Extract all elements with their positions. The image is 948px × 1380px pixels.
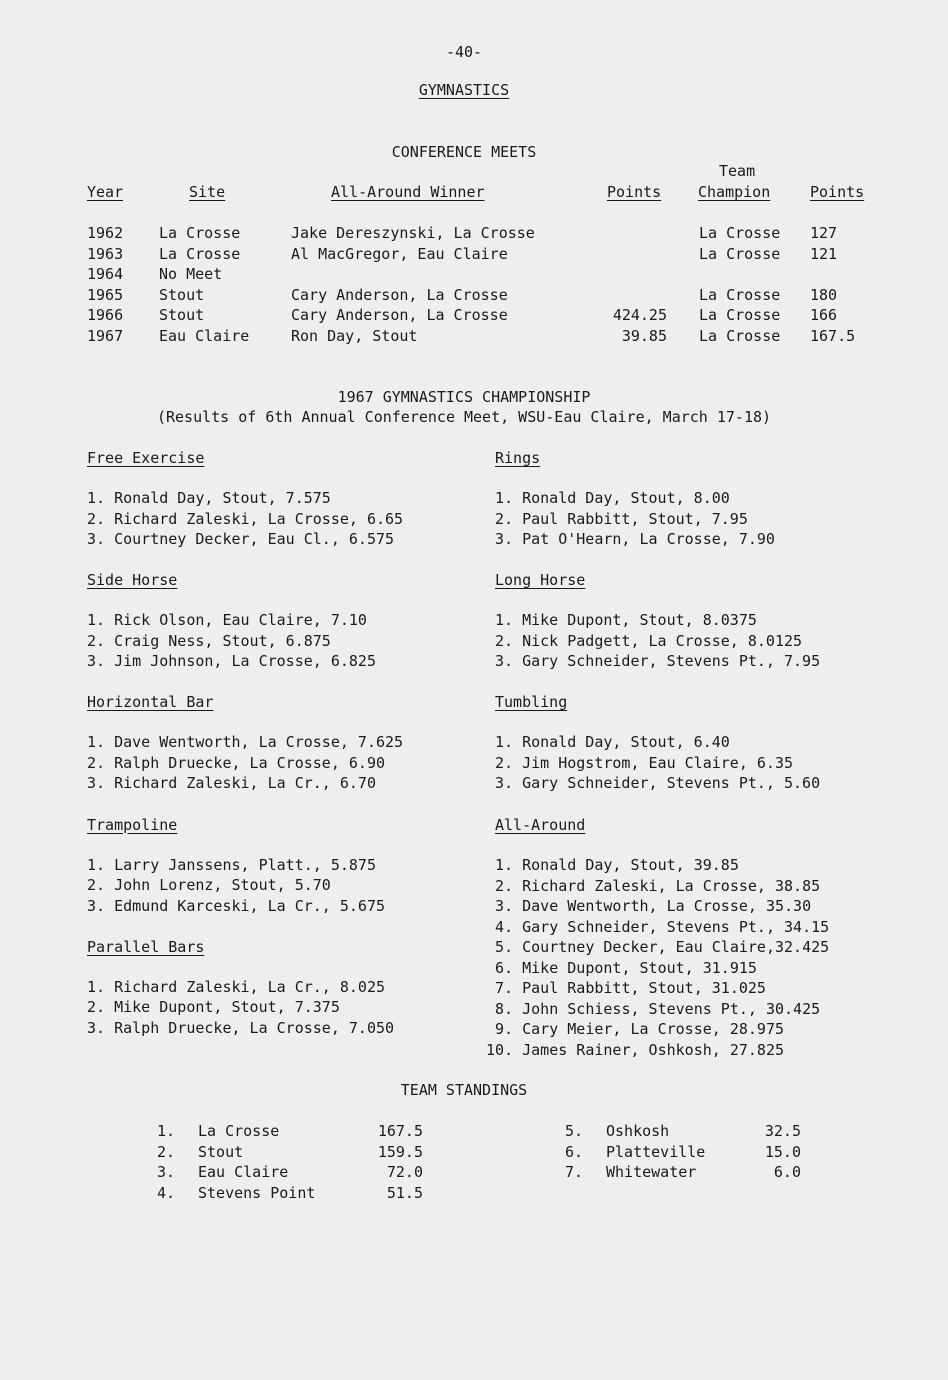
event-result: 1. Ronald Day, Stout, 6.40 — [495, 733, 730, 752]
meet-champion: La Crosse — [699, 285, 781, 304]
all-around-result: 2. Richard Zaleski, La Crosse, 38.85 — [486, 876, 821, 895]
standing-rank: 2. — [157, 1142, 176, 1161]
col-points: Points — [607, 183, 662, 201]
standing-team: Eau Claire — [198, 1163, 289, 1181]
event-result: 3. Gary Schneider, Stevens Pt., 7.95 — [495, 652, 821, 671]
event-heading: Free Exercise — [87, 449, 205, 467]
all-around-result: 6. Mike Dupont, Stout, 31.915 — [486, 958, 757, 977]
event-result: 1. Ronald Day, Stout, 8.00 — [495, 489, 730, 507]
meet-team-points: 121 — [810, 244, 838, 263]
standing-team: La Crosse — [198, 1122, 280, 1140]
meet-year: 1963 — [87, 244, 124, 263]
standing-rank: 5. — [565, 1122, 584, 1140]
standing-team: Stout — [198, 1142, 244, 1161]
meet-champion: La Crosse — [699, 326, 781, 345]
team-standings-heading: TEAM STANDINGS — [400, 1081, 528, 1099]
col-year: Year — [87, 183, 124, 201]
col-team-points: Points — [810, 183, 865, 201]
event-result: 3. Pat O'Hearn, La Crosse, 7.90 — [495, 530, 775, 548]
event-heading: Parallel Bars — [87, 937, 205, 956]
standing-score: 6.0 — [773, 1163, 801, 1181]
all-around-result: 5. Courtney Decker, Eau Claire,32.425 — [486, 938, 830, 956]
standing-rank: 7. — [565, 1163, 584, 1181]
standing-team: Oshkosh — [606, 1122, 670, 1140]
meet-site: No Meet — [159, 265, 223, 283]
col-champion: Champion — [698, 183, 771, 201]
event-result: 2. John Lorenz, Stout, 5.70 — [87, 876, 331, 895]
meet-winner: Cary Anderson, La Crosse — [291, 285, 508, 304]
conference-meets-heading: CONFERENCE MEETS — [391, 143, 537, 161]
standing-rank: 6. — [565, 1142, 584, 1161]
meet-year: 1965 — [87, 285, 124, 304]
event-result: 2. Ralph Druecke, La Crosse, 6.90 — [87, 753, 386, 772]
meet-champion: La Crosse — [699, 224, 781, 242]
col-site: Site — [189, 183, 226, 201]
all-around-heading: All-Around — [495, 816, 586, 834]
event-heading: Horizontal Bar — [87, 693, 214, 712]
all-around-result: 1. Ronald Day, Stout, 39.85 — [486, 856, 739, 874]
event-result: 2. Paul Rabbitt, Stout, 7.95 — [495, 509, 748, 528]
meet-year: 1967 — [87, 326, 124, 345]
standing-score: 167.5 — [377, 1122, 423, 1140]
meet-team-points: 127 — [810, 224, 838, 242]
event-result: 1. Mike Dupont, Stout, 8.0375 — [495, 611, 757, 630]
event-result: 2. Nick Padgett, La Crosse, 8.0125 — [495, 631, 803, 650]
event-result: 3. Richard Zaleski, La Cr., 6.70 — [87, 774, 376, 793]
all-around-result: 8. John Schiess, Stevens Pt., 30.425 — [486, 999, 821, 1018]
event-heading: Trampoline — [87, 815, 178, 834]
standing-team: Stevens Point — [198, 1183, 316, 1202]
standing-team: Whitewater — [606, 1163, 697, 1181]
meet-site: La Crosse — [159, 244, 241, 263]
standing-score: 51.5 — [386, 1183, 423, 1202]
meet-site: La Crosse — [159, 224, 241, 242]
event-result: 1. Larry Janssens, Platt., 5.875 — [87, 855, 376, 874]
page-title: GYMNASTICS — [418, 81, 510, 99]
event-heading: Tumbling — [495, 693, 568, 712]
meet-winner: Ron Day, Stout — [291, 326, 418, 345]
event-result: 1. Ronald Day, Stout, 7.575 — [87, 489, 331, 507]
meet-champion: La Crosse — [699, 244, 781, 263]
event-heading: Rings — [495, 449, 541, 467]
standing-score: 32.5 — [764, 1122, 801, 1140]
meet-year: 1962 — [87, 224, 124, 242]
meet-site: Eau Claire — [159, 326, 250, 345]
meet-year: 1966 — [87, 306, 124, 324]
meet-winner: Jake Dereszynski, La Crosse — [291, 224, 535, 242]
meet-team-points: 166 — [810, 306, 838, 324]
standing-score: 72.0 — [386, 1163, 423, 1181]
meet-site: Stout — [159, 285, 205, 304]
event-result: 3. Jim Johnson, La Crosse, 6.825 — [87, 652, 376, 671]
page-number: -40- — [445, 43, 483, 61]
event-result: 1. Dave Wentworth, La Crosse, 7.625 — [87, 733, 404, 752]
event-result: 3. Gary Schneider, Stevens Pt., 5.60 — [495, 774, 821, 793]
team-header: Team — [719, 162, 756, 180]
meet-champion: La Crosse — [699, 306, 781, 324]
standing-score: 15.0 — [764, 1142, 801, 1161]
meet-points: 424.25 — [612, 306, 667, 324]
championship-subheading: (Results of 6th Annual Conference Meet, WSU-Eau Claire, March 17-18) — [156, 408, 772, 426]
all-around-result: 4. Gary Schneider, Stevens Pt., 34.15 — [486, 917, 830, 936]
all-around-result: 9. Cary Meier, La Crosse, 28.975 — [486, 1020, 785, 1038]
standing-score: 159.5 — [377, 1142, 423, 1161]
all-around-result: 10. James Rainer, Oshkosh, 27.825 — [486, 1040, 785, 1059]
meet-year: 1964 — [87, 265, 124, 283]
meet-points: 39.85 — [621, 326, 667, 345]
event-result: 3. Courtney Decker, Eau Cl., 6.575 — [87, 530, 395, 548]
event-result: 2. Mike Dupont, Stout, 7.375 — [87, 998, 340, 1017]
all-around-result: 7. Paul Rabbitt, Stout, 31.025 — [486, 979, 766, 997]
standing-rank: 4. — [157, 1183, 176, 1202]
event-result: 3. Ralph Druecke, La Crosse, 7.050 — [87, 1018, 395, 1037]
championship-heading: 1967 GYMNASTICS CHAMPIONSHIP — [337, 388, 591, 406]
event-result: 3. Edmund Karceski, La Cr., 5.675 — [87, 896, 386, 915]
meet-team-points: 167.5 — [810, 326, 856, 345]
standing-team: Platteville — [606, 1142, 706, 1161]
meet-team-points: 180 — [810, 285, 838, 304]
meet-winner: Cary Anderson, La Crosse — [291, 306, 508, 324]
event-result: 1. Rick Olson, Eau Claire, 7.10 — [87, 611, 367, 630]
event-result: 1. Richard Zaleski, La Cr., 8.025 — [87, 977, 386, 996]
col-winner: All-Around Winner — [331, 183, 485, 201]
meet-site: Stout — [159, 306, 205, 324]
all-around-result: 3. Dave Wentworth, La Crosse, 35.30 — [486, 897, 812, 915]
event-result: 2. Craig Ness, Stout, 6.875 — [87, 631, 331, 650]
standing-rank: 3. — [157, 1163, 176, 1181]
event-heading: Long Horse — [495, 571, 586, 590]
event-result: 2. Jim Hogstrom, Eau Claire, 6.35 — [495, 753, 794, 772]
event-result: 2. Richard Zaleski, La Crosse, 6.65 — [87, 509, 404, 528]
meet-winner: Al MacGregor, Eau Claire — [291, 244, 508, 263]
standing-rank: 1. — [157, 1122, 176, 1140]
event-heading: Side Horse — [87, 571, 178, 590]
